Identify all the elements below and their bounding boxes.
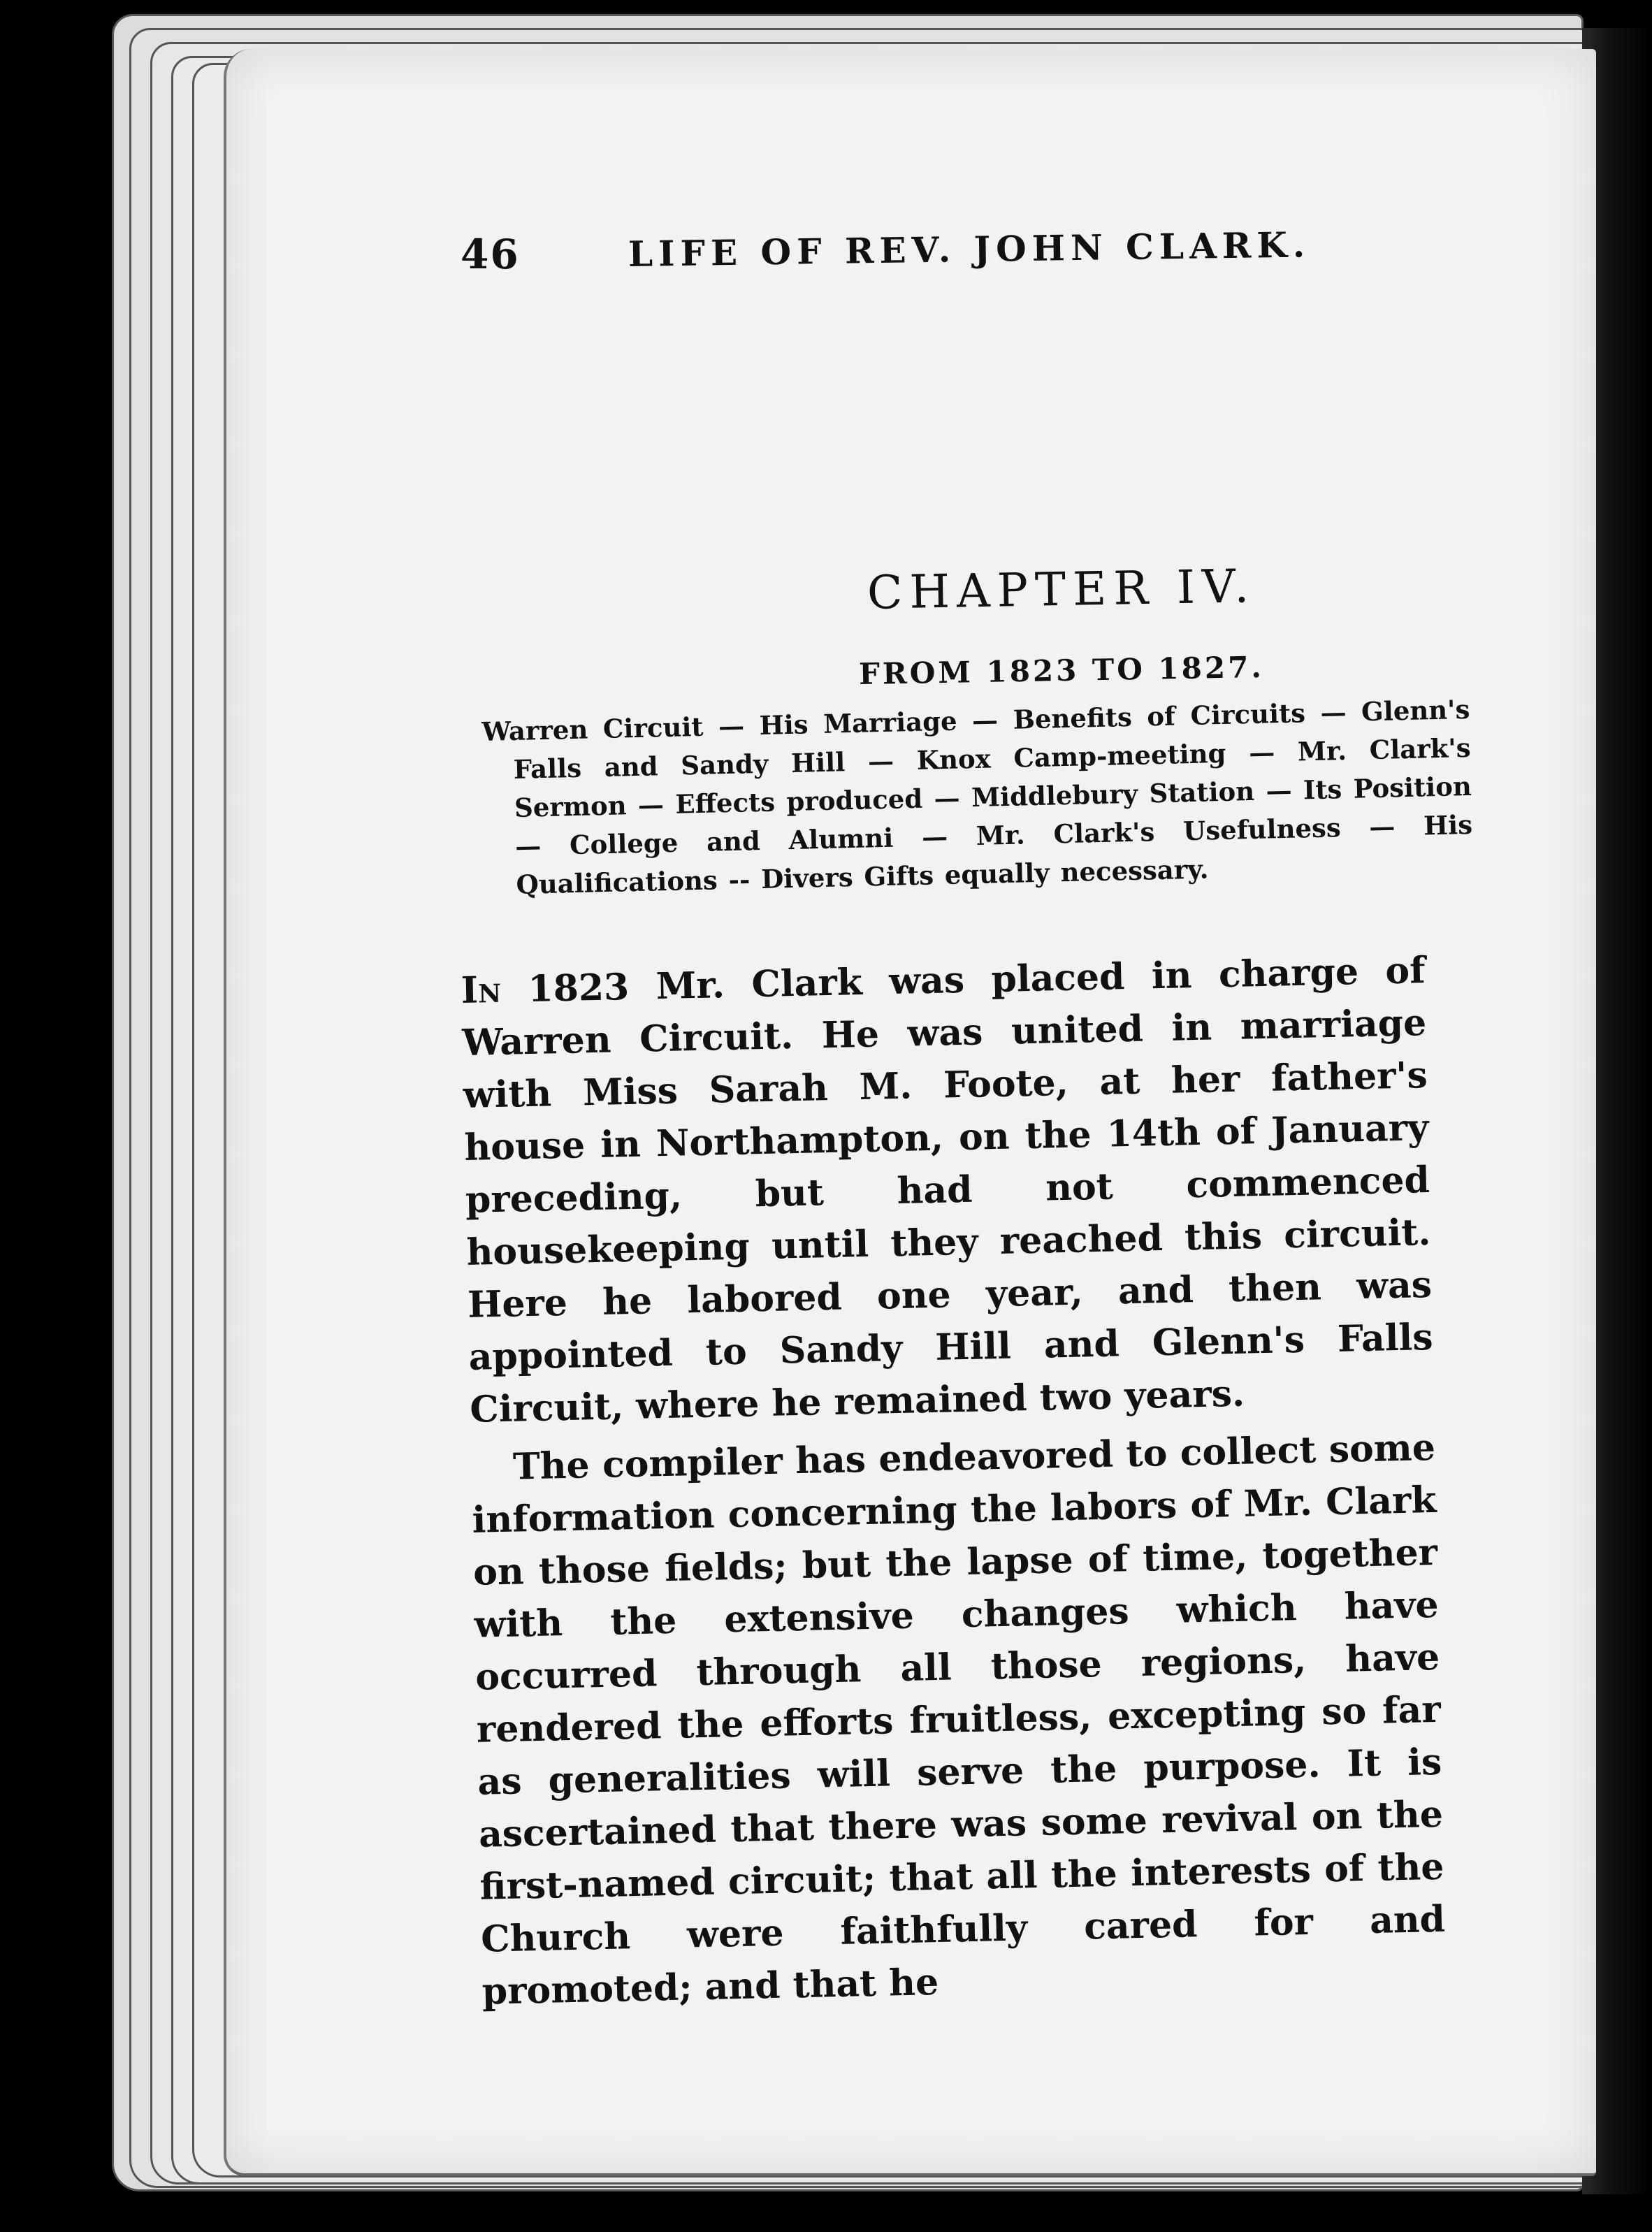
running-title: LIFE OF REV. JOHN CLARK. xyxy=(628,224,1311,275)
chapter-dates: FROM 1823 TO 1827. xyxy=(858,649,1265,692)
paragraph: The compiler has endeavored to collect some information concerning the labors of Mr. Clark on those fields; but the lapse of time, together with the extensive changes which have occurred through all those regions, have rendered the efforts fruitless, excepting so far as generalities will serve the purpose. It is ascertained that there was some revival on the first-named circuit; that all the interests of the Church were faithfully cared for and promoted; and that he xyxy=(472,1426,1446,2013)
book-page xyxy=(224,49,1596,2176)
chapter-heading: CHAPTER IV. xyxy=(867,559,1256,620)
body-text xyxy=(461,944,1447,2024)
paragraph-text: 1823 Mr. Clark was placed in charge of Warren Circuit. He was united in marriage with Miss Sarah M. Foote, at her father's house in Northampton, on the 14th of January preceding, but had not commenced housekeeping until they reached this circuit. Here he labored one year, and then was appointed to Sandy Hill and Glenn's Falls Circuit, where he remained two years. xyxy=(461,949,1434,1431)
running-head xyxy=(461,224,1467,287)
page-number: 46 xyxy=(461,231,520,278)
chapter-synopsis: Warren Circuit — His Marriage — Benefits of Circuits — Glenn's Falls and Sandy Hill — Knox Camp-meeting — Mr. Clark's Sermon — Effects produced — Middlebury Station — Its Position — College and Alumni — Mr. Clark's Usefulness — His Qualifications -- Divers Gifts equally necessary. xyxy=(481,693,1473,900)
paragraph xyxy=(461,944,1435,1436)
paragraph-lead: In xyxy=(461,968,502,1012)
